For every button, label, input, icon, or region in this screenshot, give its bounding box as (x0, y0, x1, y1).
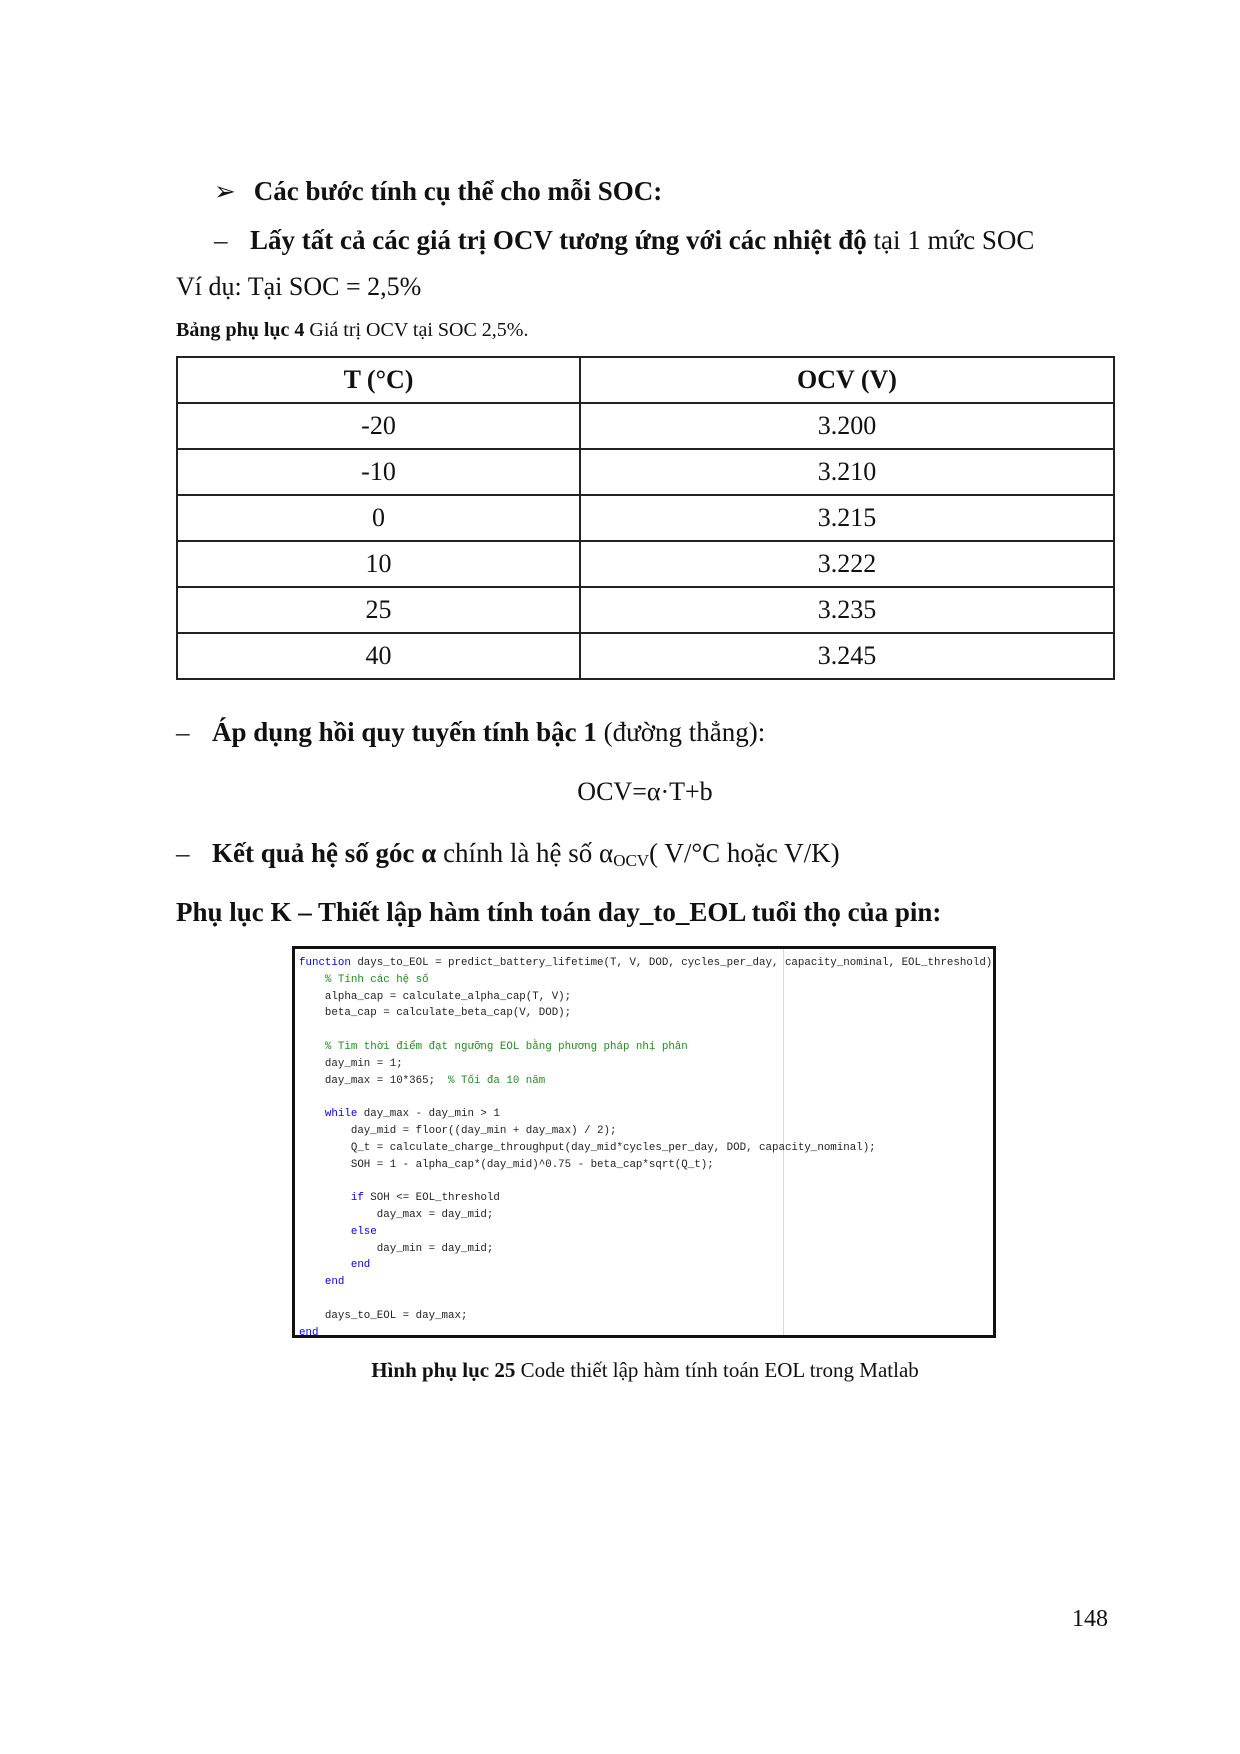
example-text: Ví dụ: Tại SOC = 2,5% (176, 272, 422, 301)
table-caption-text: Giá trị OCV tại SOC 2,5%. (304, 319, 529, 341)
code-line (299, 1173, 992, 1190)
appendix-title: Phụ lục K – Thiết lập hàm tính toán day_to_EOL tuổi thọ của pin: (176, 897, 942, 927)
table-row (177, 587, 1114, 633)
code-line: Q_t = calculate_charge_throughput(day_mid*cycles_per_day, DOD, capacity_nominal); (299, 1141, 876, 1154)
code-line: end (324, 1276, 345, 1289)
code-line: beta_cap = calculate_beta_cap(V, DOD); (299, 1007, 572, 1020)
code-line: alpha_cap = calculate_alpha_cap(T, V); (299, 990, 572, 1003)
section-heading-text: Các bước tính cụ thể cho mỗi SOC: (253, 176, 663, 206)
step-1-text: tại 1 mức SOC (866, 225, 1035, 255)
cell-ocv: 3.235 (580, 587, 1114, 633)
step-3-subscript: OCV (613, 851, 650, 870)
step-2-text: (đường thẳng): (596, 717, 766, 747)
table-caption-label: Bảng phụ lục 4 (176, 319, 305, 341)
figure-caption (0, 1358, 1240, 1383)
step-2-bold: Áp dụng hồi quy tuyến tính bậc 1 (212, 717, 597, 747)
table-row (177, 403, 1114, 449)
code-line: while day_max - day_min > 1 (324, 1108, 500, 1121)
code-line (299, 1089, 992, 1106)
table-caption (176, 319, 528, 342)
ocv-table (176, 356, 1115, 680)
code-line: end (299, 1326, 319, 1339)
cell-temperature: 10 (177, 541, 580, 587)
code-line: day_max = 10*365; % Tối đa 10 năm (299, 1074, 546, 1087)
step-3 (176, 838, 840, 871)
section-heading (214, 176, 662, 207)
figure-caption-text: Code thiết lập hàm tính toán EOL trong Matlab (515, 1358, 919, 1382)
code-line: day_max = day_mid; (299, 1208, 494, 1221)
dash-bullet-icon: – (214, 225, 228, 255)
cell-ocv: 3.200 (580, 403, 1114, 449)
cell-ocv: 3.245 (580, 633, 1114, 679)
code-line: end (350, 1259, 371, 1272)
regression-formula: OCV=α·T+b (577, 777, 713, 806)
code-line (299, 1291, 992, 1308)
code-line (299, 1022, 992, 1039)
arrow-bullet-icon: ➢ (214, 176, 236, 206)
code-line: days_to_EOL = day_max; (299, 1309, 468, 1322)
cell-temperature: 40 (177, 633, 580, 679)
step-2 (176, 717, 765, 748)
code-line: % Tính các hệ số (324, 973, 429, 986)
table-header-row (177, 357, 1114, 403)
code-line: function days_to_EOL = predict_battery_lifetime(T, V, DOD, cycles_per_day, capacity_nominal, EOL_threshold) (299, 957, 993, 969)
dash-bullet-icon: – (176, 838, 190, 868)
figure-caption-label: Hình phụ lục 25 (371, 1358, 516, 1382)
step-3-text: chính là hệ số α (436, 838, 614, 868)
step-1-bold: Lấy tất cả các giá trị OCV tương ứng với các nhiệt độ (250, 225, 867, 255)
cell-ocv: 3.215 (580, 495, 1114, 541)
step-3-tail: ( V/°C hoặc V/K) (649, 838, 840, 868)
cell-ocv: 3.210 (580, 449, 1114, 495)
step-1 (214, 225, 1034, 256)
code-line: % Tìm thời điểm đạt ngưỡng EOL bằng phương pháp nhị phân (324, 1040, 688, 1053)
code-line: SOH = 1 - alpha_cap*(day_mid)^0.75 - beta_cap*sqrt(Q_t); (299, 1158, 714, 1171)
code-line: else (350, 1225, 377, 1238)
page-number: 148 (1072, 1606, 1108, 1632)
cell-temperature: -20 (177, 403, 580, 449)
step-3-bold: Kết quả hệ số góc α (212, 838, 437, 868)
dash-bullet-icon: – (176, 717, 190, 747)
cell-temperature: 0 (177, 495, 580, 541)
code-line: day_min = day_mid; (299, 1242, 494, 1255)
code-screenshot (292, 946, 996, 1338)
cell-temperature: 25 (177, 587, 580, 633)
code-line: if SOH <= EOL_threshold (350, 1192, 500, 1205)
table-row (177, 633, 1114, 679)
table-row (177, 495, 1114, 541)
table-row (177, 449, 1114, 495)
code-line: day_min = 1; (299, 1057, 403, 1070)
cell-ocv: 3.222 (580, 541, 1114, 587)
code-line: day_mid = floor((day_min + day_max) / 2); (299, 1124, 617, 1137)
header-temperature: T (°C) (177, 357, 580, 403)
table-row (177, 541, 1114, 587)
header-ocv: OCV (V) (580, 357, 1114, 403)
cell-temperature: -10 (177, 449, 580, 495)
matlab-code (299, 955, 992, 1341)
